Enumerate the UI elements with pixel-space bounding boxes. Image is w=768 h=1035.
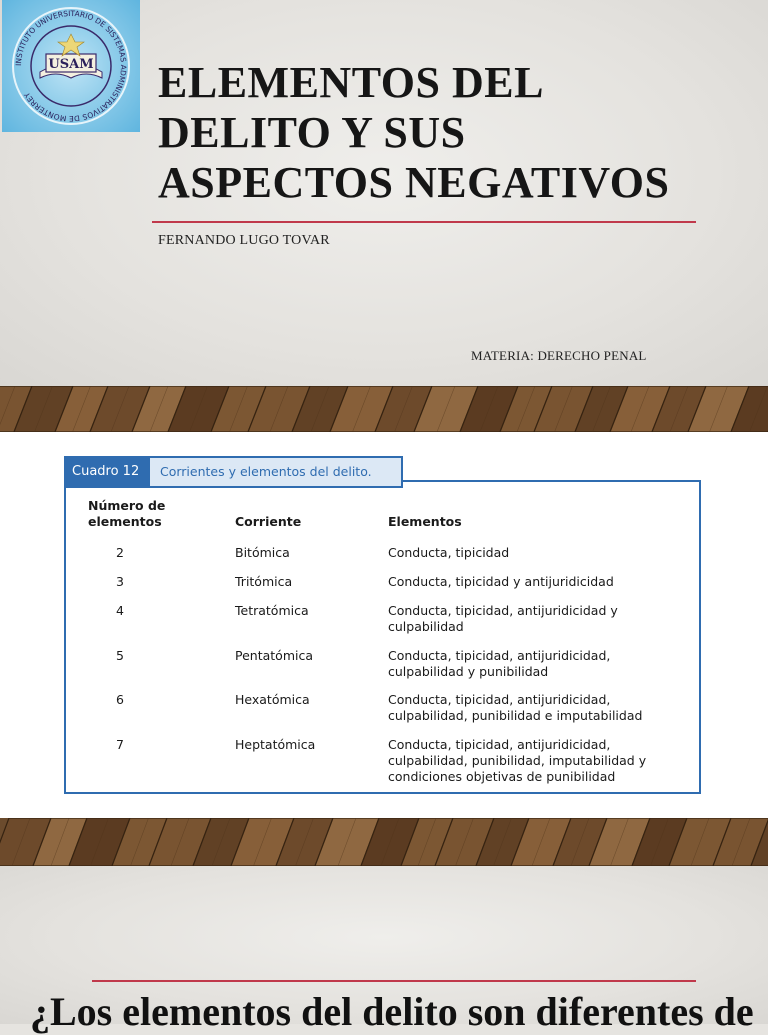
question-slide (0, 866, 768, 1034)
row-elements (388, 648, 610, 680)
row-elements (388, 692, 642, 724)
row-elements-line: condiciones objetivas de punibilidad (388, 769, 616, 784)
row-elements (388, 574, 614, 590)
row-elements (388, 603, 618, 635)
row-elements-line: Conducta, tipicidad, antijuridicidad, (388, 737, 611, 752)
row-current: Bitómica (235, 545, 290, 560)
row-current: Heptatómica (235, 737, 316, 752)
row-elements-line: culpabilidad y punibilidad (388, 664, 549, 679)
row-elements-line: Conducta, tipicidad, antijuridicidad, (388, 648, 611, 663)
logo-ring-text: INSTITUTO UNIVERSITARIO DE SISTEMAS ADMINISTRATIVOS DE MONTERREY (13, 8, 129, 124)
question-divider (92, 980, 696, 982)
row-elements-line: culpabilidad, punibilidad, imputabilidad y (388, 753, 647, 768)
header-number-line2: elementos (88, 514, 162, 529)
slide-title (158, 58, 718, 208)
question-heading: ¿Los elementos del delito son diferentes de (30, 989, 754, 1034)
row-current: Tritómica (235, 574, 293, 589)
header-number-of-elements (88, 498, 165, 530)
row-elements-line: Conducta, tipicidad, antijuridicidad y (388, 603, 618, 618)
title-line-2: DELITO Y SUS (158, 108, 466, 157)
row-elements-line: Conducta, tipicidad, antijuridicidad, (388, 692, 611, 707)
row-elements-line: Conducta, tipicidad y antijuridicidad (388, 574, 614, 589)
row-number: 5 (116, 648, 124, 663)
row-number: 7 (116, 737, 124, 752)
row-number: 4 (116, 603, 124, 618)
title-divider (152, 221, 696, 223)
subject-label: MATERIA: DERECHO PENAL (471, 348, 647, 363)
row-elements (388, 545, 509, 561)
row-elements (388, 737, 646, 785)
row-elements-line: culpabilidad, punibilidad e imputabilidad (388, 708, 643, 723)
row-current: Hexatómica (235, 692, 310, 707)
logo-text: USAM (48, 57, 94, 72)
table-slide (0, 432, 768, 818)
row-number: 3 (116, 574, 124, 589)
wood-floor-band (0, 818, 768, 866)
header-number-line1: Número de (88, 498, 166, 513)
row-current: Pentatómica (235, 648, 313, 663)
elements-table (52, 452, 717, 808)
row-number: 6 (116, 692, 124, 707)
row-current: Tetratómica (235, 603, 309, 618)
title-line-3: ASPECTOS NEGATIVOS (158, 158, 670, 207)
author-name: FERNANDO LUGO TOVAR (158, 233, 330, 248)
row-elements-line: culpabilidad (388, 619, 464, 634)
wood-floor-band (0, 386, 768, 432)
table-caption-title: Corrientes y elementos del delito. (148, 456, 403, 488)
table-caption-number: Cuadro 12 (64, 456, 148, 488)
usam-logo (2, 0, 140, 132)
row-elements-line: Conducta, tipicidad (388, 545, 510, 560)
header-current: Corriente (235, 514, 302, 529)
header-elements: Elementos (388, 514, 462, 529)
title-slide (0, 0, 768, 386)
row-number: 2 (116, 545, 124, 560)
title-line-1: ELEMENTOS DEL (158, 58, 544, 107)
